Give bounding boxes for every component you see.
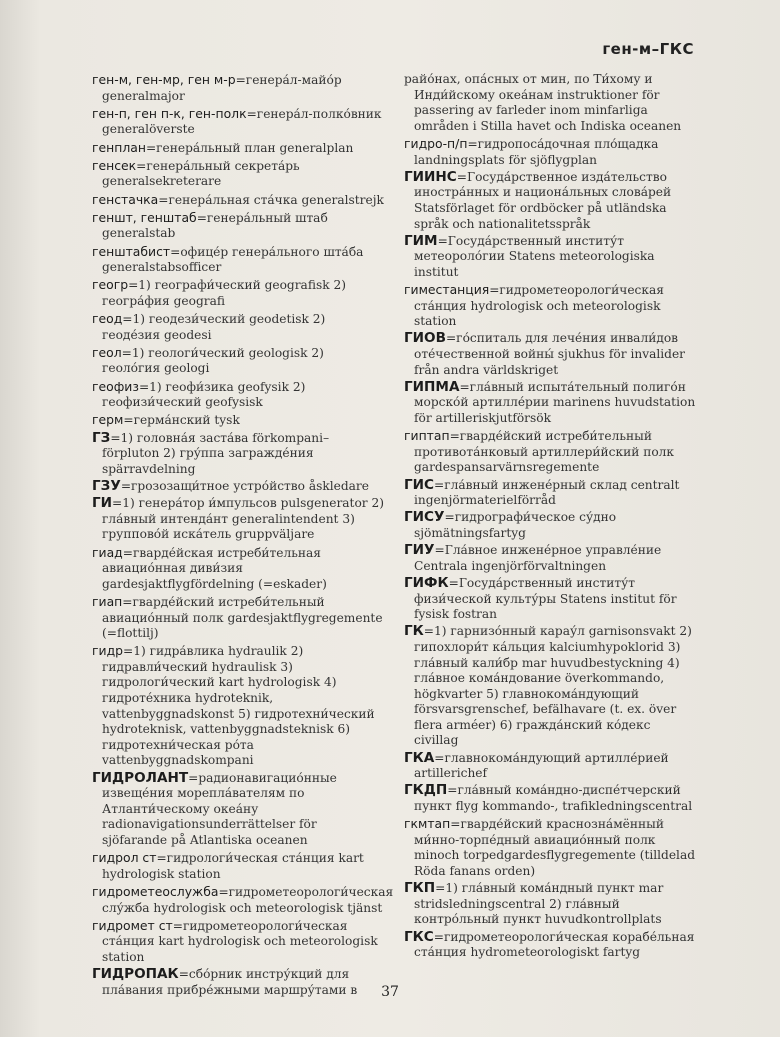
entry-definition: =герма́нский tysk: [123, 413, 240, 428]
entry-definition: =гварде́йский краснозна́мённый ми́нно-торпе́дный авиацио́нный полк minoch torpedgardesflygregemente (tilldelad Röda fanans orden): [414, 817, 696, 878]
dictionary-entry: [404, 428, 696, 476]
entry-definition: =1) гла́вный кома́ндный пункт mar stridsledningscentral 2) гла́вный контро́льный пункт huvudkontrollplats: [414, 881, 664, 927]
dictionary-entry: [404, 331, 696, 378]
entry-definition: =гидрометеорологи́ческая слу́жба hydrologisk och meteorologisk tjänst: [102, 884, 394, 915]
entry-headword: ГИДРОЛАНТ: [92, 769, 189, 786]
entry-definition: =1) генера́тор и́мпульсов pulsgenerator 2) гла́вный интенда́нт generalintendent 3) группово́й иска́тель gruppväljare: [102, 496, 384, 542]
dictionary-entry: [92, 412, 384, 429]
entry-definition: =гидрологи́ческая ста́нция kart hydrologisk station: [102, 851, 364, 881]
entry-headword: геогр: [92, 277, 129, 293]
dictionary-entry: [404, 930, 696, 961]
dictionary-entry: [92, 158, 384, 190]
entry-definition: =гла́вный кома́ндно-диспе́тчерский пункт flyg kommando-, trafikledningscentral: [414, 783, 693, 814]
entry-definition: =генера́льный секрета́рь generalsekreterare: [102, 158, 300, 189]
entry-headword: ГИСУ: [404, 509, 445, 526]
entry-definition: райо́нах, опа́сных от мин, по Ти́хому и Инди́йскому океа́нам instruktioner för passering av farleder inom minfarliga områden i Stilla havet och Indiska oceanen: [404, 72, 682, 133]
entry-definition: =радионавигацио́нные извеще́ния морепла́вателям по Атланти́ческому океа́ну radionavigationsunderrättelser för sjöfarande på Atlantiska oceanen: [102, 770, 337, 847]
right-column: [404, 72, 696, 962]
entry-definition: =Гла́вное инжене́рное управле́ние Centrala ingenjörförvaltningen: [414, 543, 662, 573]
entry-headword: ГИМ: [404, 232, 438, 249]
dictionary-entry: [92, 496, 384, 543]
entry-headword: гидро-п/п: [404, 135, 468, 151]
entry-headword: геофиз: [92, 378, 139, 394]
entry-headword: ГКС: [404, 928, 434, 945]
dictionary-entry: [92, 210, 384, 242]
dictionary-entry: [404, 478, 696, 509]
dictionary-entry: [404, 136, 696, 168]
entry-headword: ГИДРОПАК: [92, 966, 179, 983]
entry-headword: ГИУ: [404, 542, 435, 559]
entry-definition: =Госуда́рственный институ́т метеороло́гии Statens meteorologiska institut: [414, 233, 655, 279]
entry-definition: =1) головна́я заста́ва förkompani–förpluton 2) гру́ппа загражде́ния spärravdelning: [102, 430, 330, 476]
entry-definition: =генера́льный штаб generalstab: [102, 210, 328, 241]
entry-headword: ГИС: [404, 476, 435, 493]
entry-headword: ГЗУ: [92, 477, 121, 494]
dictionary-entry: [92, 379, 384, 411]
entry-headword: гиап: [92, 593, 123, 609]
entry-headword: генштабист: [92, 243, 171, 259]
dictionary-entry: [92, 850, 384, 882]
entry-definition: =1) геодези́ческий geodetisk 2) геоде́зия geodesi: [102, 312, 326, 342]
entry-headword: гкмтап: [404, 816, 451, 832]
dictionary-entry: [92, 643, 384, 769]
entry-definition: =главнокома́ндующий артилле́рией artillerichef: [414, 750, 669, 781]
dictionary-entry: [404, 510, 696, 541]
entry-definition: =гидрографи́ческое су́дно sjömätningsfartyg: [414, 510, 617, 540]
entry-headword: гидромет ст: [92, 917, 173, 933]
dictionary-entry: [404, 380, 696, 427]
entry-definition: =генера́льный план generalplan: [145, 140, 354, 155]
entry-definition: =генера́л-майо́р generalmajor: [102, 73, 342, 103]
entry-definition: =гла́вный испыта́тельный полиго́н морско́й артилле́рии marinens huvudstation för artilleriskjutförsök: [414, 379, 696, 426]
entry-definition: =гварде́йский истреби́тельный авиацио́нный полк gardesjaktflygregemente (=flottilj): [102, 594, 383, 641]
entry-definition: =офице́р генера́льного шта́ба generalstabsofficer: [102, 244, 364, 275]
dictionary-entry: [92, 140, 384, 157]
entry-definition: =1) гидра́влика hydraulik 2) гидравли́ческий hydraulisk 3) гидрологи́ческий kart hydrologisk 4) гидроте́хника hydroteknik, vattenbyggnadskonst 5) гидротехни́ческий hydroteknisk, vattenbyggnadsteknisk 6) гидротехни́ческая ро́та vattenbyggnadskompani: [102, 644, 375, 768]
entry-definition: =гидрометеорологи́ческая корабе́льная ста́нция hydrometeorologiskt fartyg: [414, 929, 695, 960]
dictionary-entry: [92, 431, 384, 478]
entry-headword: ГИ: [92, 495, 113, 512]
dictionary-entry: [404, 170, 696, 232]
entry-definition: =гварде́йская истреби́тельная авиацио́нная диви́зия gardesjaktflygfördelning (=eskader): [102, 545, 327, 591]
dictionary-entry: [92, 311, 384, 343]
page-number: 37: [381, 984, 399, 1000]
dictionary-entry: [404, 282, 696, 330]
dictionary-entry: [404, 624, 696, 749]
entry-definition: =1) геологи́ческий geologisk 2) геоло́гия geologi: [102, 345, 324, 376]
entry-headword: ГИФК: [404, 574, 449, 591]
entry-headword: гидрол ст: [92, 850, 157, 866]
entry-headword: гидрометеослужба: [92, 883, 219, 899]
dictionary-entry: [404, 234, 696, 281]
entry-headword: ГИИНС: [404, 168, 457, 185]
entry-headword: ГК: [404, 623, 424, 640]
entry-definition: =1) геофи́зика geofysik 2) геофизи́ческий geofysisk: [102, 379, 306, 410]
dictionary-entry: [92, 72, 384, 104]
dictionary-entry: [92, 244, 384, 276]
entry-headword: ГЗ: [92, 429, 111, 446]
entry-headword: генсек: [92, 157, 137, 173]
entry-headword: геод: [92, 311, 123, 327]
dictionary-entry: [404, 816, 696, 879]
entry-definition: =гла́вный инжене́рный склад centralt ingenjörmaterielförråd: [414, 477, 680, 508]
entry-headword: геншт, генштаб: [92, 209, 197, 225]
entry-headword: гиптап: [404, 428, 450, 444]
entry-definition: =гидрометеорологи́ческая ста́нция hydrologisk och meteorologisk station: [414, 283, 664, 329]
entry-definition: =1) географи́ческий geografisk 2) геогра́фия geografi: [102, 278, 346, 308]
dictionary-entry: [92, 192, 384, 209]
entry-definition: =сбо́рник инстру́кций для пла́вания прибре́жными маршру́тами в: [102, 967, 358, 997]
entry-definition: =грозозащи́тное устро́йство åskledare: [120, 478, 369, 493]
entry-headword: ген-м, ген-мр, ген м-р: [92, 72, 236, 87]
entry-headword: гиместанция: [404, 282, 490, 298]
entry-definition: =генера́л-полко́вник generalöverste: [102, 106, 382, 137]
dictionary-entry: [92, 883, 394, 916]
dictionary-entry: [92, 594, 384, 642]
dictionary-entry: [404, 576, 696, 623]
dictionary-entry: [404, 751, 696, 782]
entry-definition: =1) гарнизо́нный карау́л garnisonsvakt 2) гипохлори́т ка́льция kalciumhypoklorid 3) гла́вный кали́бр mar huvudbestyckning 4) гла́вное кома́ндование överkommando, högkvarter 5) главнокома́ндующий försvarsgrenschef, befälhavare (t. ex. över flera arméer) 6) гражда́нский ко́декс civillag: [414, 624, 692, 748]
entry-headword: геол: [92, 344, 122, 360]
dictionary-entry: [404, 881, 696, 928]
entry-headword: ГКДП: [404, 782, 448, 799]
dictionary-entry: [404, 543, 696, 574]
dictionary-entry: [92, 545, 384, 593]
entry-definition: =генера́льная ста́чка generalstrejk: [158, 192, 384, 207]
entry-definition: =гварде́йский истреби́тельный противота́нковый артиллери́йский полк gardespansarvärnsregemente: [414, 429, 675, 475]
dictionary-entry: [92, 106, 384, 138]
entry-headword: генстачка: [92, 191, 159, 207]
entry-headword: герм: [92, 412, 124, 428]
dictionary-entry: [92, 479, 384, 495]
entry-headword: ГИОВ: [404, 330, 446, 347]
entry-headword: гиад: [92, 544, 123, 560]
dictionary-entry: [404, 72, 696, 134]
dictionary-entry: [92, 345, 384, 377]
entry-headword: ГКА: [404, 749, 435, 766]
entry-definition: =Госуда́рственный институ́т физи́ческой культу́ры Statens institut för fysisk fostran: [414, 575, 677, 622]
dictionary-entry: [92, 918, 384, 966]
entry-definition: =Госуда́рственное изда́тельство иностра́нных и национа́льных слова́рей Statsförlaget för ordböcker på utländska språk och nationalitetsspråk: [414, 169, 672, 231]
entry-headword: гидр: [92, 643, 123, 659]
entry-headword: ген-п, ген п-к, ген-полк: [92, 105, 247, 121]
entry-headword: ГКП: [404, 880, 436, 897]
entry-headword: генплан: [92, 139, 146, 155]
dictionary-entry: [404, 783, 696, 814]
entry-definition: =гидрометеорологи́ческая ста́нция kart hydrologisk och meteorologisk station: [102, 918, 378, 964]
dictionary-entry: [92, 277, 384, 309]
entry-definition: =гидропоса́дочная пло́щадка landningsplats för sjöflygplan: [414, 136, 659, 167]
dictionary-entry: [92, 771, 384, 849]
entry-headword: ГИПМА: [404, 378, 460, 395]
running-head: ген-м–ГКС: [602, 40, 694, 58]
entry-definition: =го́спиталь для лече́ния инвали́дов оте́чественной войны́ sjukhus för invalider från andra världskriget: [414, 331, 685, 377]
